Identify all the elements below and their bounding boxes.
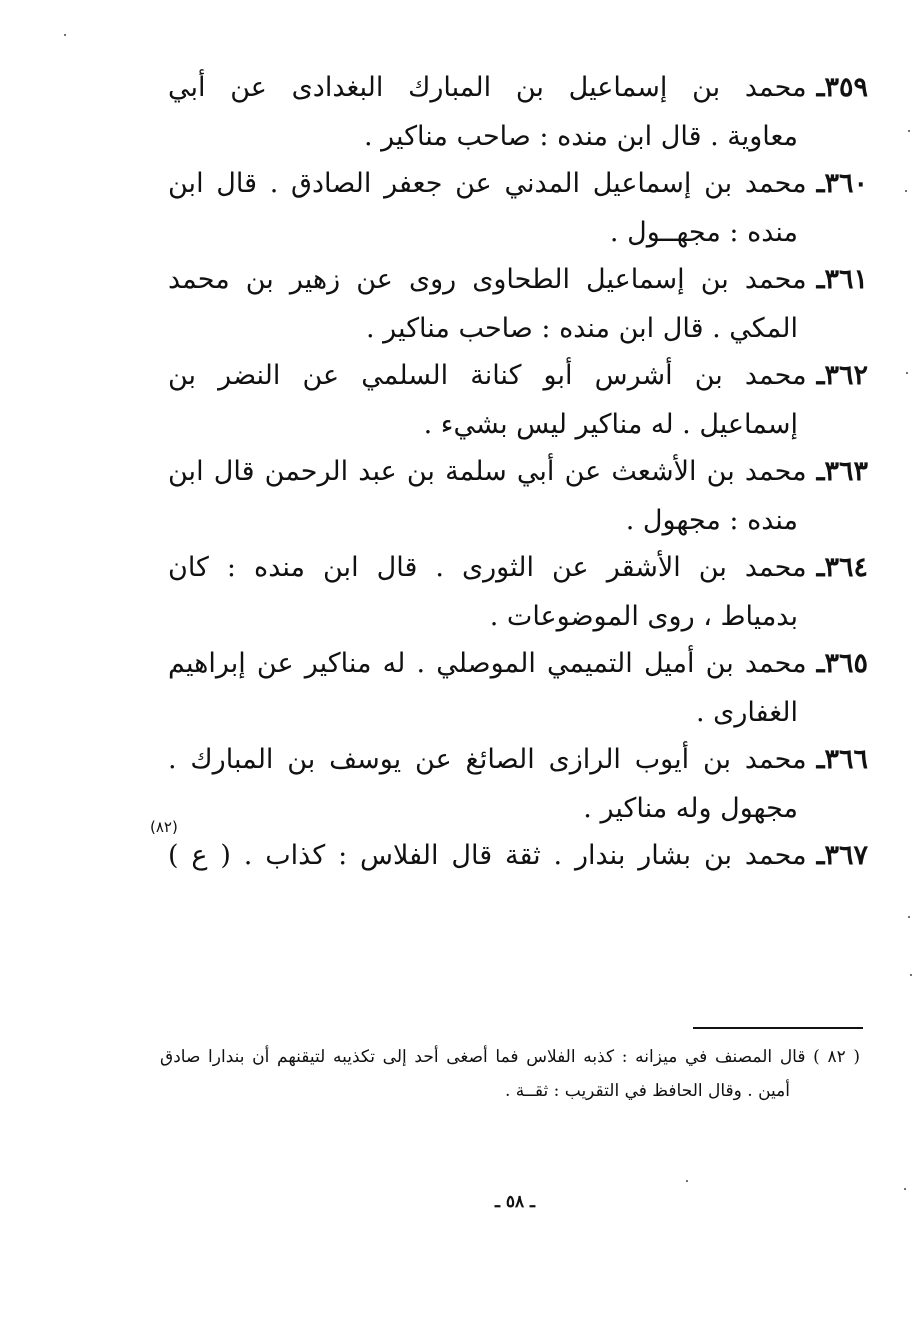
- scan-speck: [904, 1188, 906, 1190]
- entry-continuation: المكي . قال ابن منده : صاحب مناكير .: [365, 313, 798, 344]
- scan-speck: [908, 916, 910, 918]
- entry-367: [168, 840, 868, 871]
- scan-speck: [906, 372, 908, 374]
- entry-text: محمد بن أميل التميمي الموصلي . له مناكير عن إبراهيم: [168, 648, 807, 679]
- entry-366: [168, 744, 868, 824]
- page-number: ـ ٥٨ ـ: [494, 1192, 536, 1212]
- entry-364: [168, 552, 868, 632]
- entry-first-line: [168, 648, 868, 679]
- entry-first-line: [168, 264, 868, 295]
- entry-number: ٣٦٥ـ: [816, 648, 868, 679]
- footnote-separator: [693, 1027, 863, 1029]
- entry-number: ٣٦٧ـ: [816, 840, 868, 871]
- entry-text: محمد بن الأشقر عن الثورى . قال ابن منده : كان: [168, 552, 807, 583]
- scan-speck: [905, 190, 907, 192]
- entry-number: ٣٦٤ـ: [816, 552, 868, 583]
- entry-continuation: مجهول وله مناكير .: [583, 793, 798, 824]
- entry-359: [168, 72, 868, 152]
- entry-first-line: [168, 744, 868, 775]
- entry-first-line: [168, 360, 868, 391]
- entry-continuation: منده : مجهــول .: [609, 217, 798, 248]
- entry-number: ٣٦٦ـ: [816, 744, 868, 775]
- entry-text: محمد بن الأشعث عن أبي سلمة بن عبد الرحمن قال ابن: [168, 456, 807, 487]
- entry-text: محمد بن بشار بندار . ثقة قال الفلاس : كذاب . ( ع ): [168, 840, 807, 871]
- entry-365: [168, 648, 868, 728]
- entry-text: محمد بن إسماعيل الطحاوى روى عن زهير بن محمد: [168, 264, 807, 295]
- entry-number: ٣٦٢ـ: [816, 360, 868, 391]
- entry-361: [168, 264, 868, 344]
- entry-text: محمد بن أشرس أبو كنانة السلمي عن النضر بن: [168, 360, 807, 391]
- entry-first-line: [168, 168, 868, 199]
- scan-speck: [910, 974, 912, 976]
- entry-continuation: إسماعيل . له مناكير ليس بشيء .: [423, 409, 798, 440]
- entry-first-line: [168, 72, 868, 103]
- footnote: [160, 1040, 860, 1108]
- entry-first-line: [168, 456, 868, 487]
- scan-speck: [908, 130, 910, 132]
- entry-first-line: [168, 552, 868, 583]
- entry-text: محمد بن إسماعيل المدني عن جعفر الصادق . قال ابن: [168, 168, 807, 199]
- scan-speck: [686, 1180, 688, 1182]
- entry-360: [168, 168, 868, 248]
- entry-text: محمد بن أيوب الرازى الصائغ عن يوسف بن المبارك .: [168, 744, 807, 775]
- entry-continuation: بدمياط ، روى الموضوعات .: [489, 601, 798, 632]
- entry-number: ٣٦٣ـ: [816, 456, 868, 487]
- scan-speck: [64, 34, 66, 36]
- entry-362: [168, 360, 868, 440]
- entry-continuation: معاوية . قال ابن منده : صاحب مناكير .: [363, 121, 798, 152]
- entry-number: ٣٦١ـ: [816, 264, 868, 295]
- entry-number: ٣٥٩ـ: [816, 72, 868, 103]
- footnote-line: ( ٨٢ ) قال المصنف في ميزانه : كذبه الفلاس فما أصغى أحد إلى تكذيبه لتيقنهم أن بندارا صادق: [160, 1047, 860, 1067]
- entry-363: [168, 456, 868, 536]
- footnote-reference-marker: (٨٢): [150, 818, 178, 836]
- entry-text: محمد بن إسماعيل بن المبارك البغدادى عن أبي: [168, 72, 807, 103]
- entry-first-line: [168, 840, 868, 871]
- entry-continuation: منده : مجهول .: [625, 505, 798, 536]
- entry-continuation: الغفارى .: [696, 697, 798, 728]
- entry-number: ٣٦٠ـ: [816, 168, 868, 199]
- footnote-line: أمين . وقال الحافظ في التقريب : ثقــة .: [505, 1081, 790, 1101]
